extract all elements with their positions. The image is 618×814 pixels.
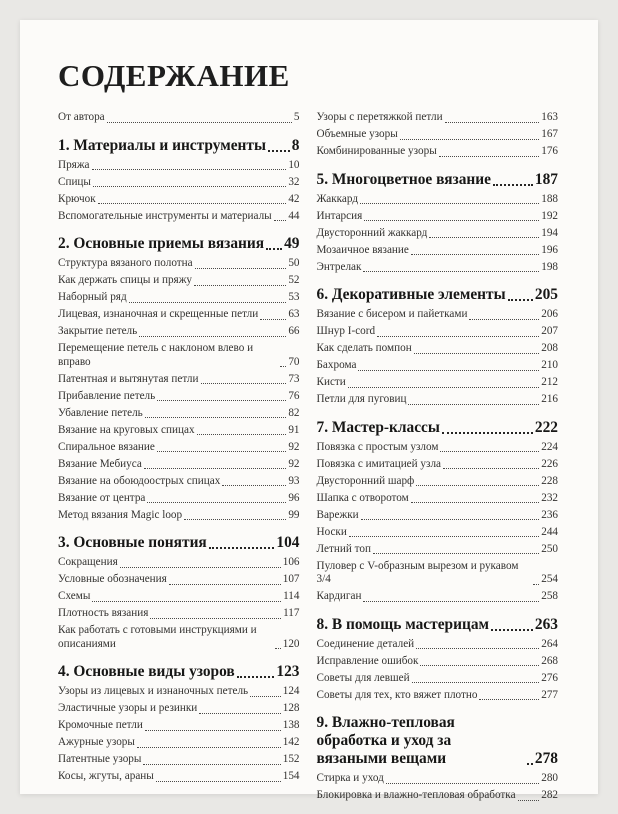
- toc-entry-page-number: 228: [541, 474, 558, 487]
- dotted-leader: [197, 434, 287, 435]
- toc-entry-page-number: 82: [288, 406, 300, 419]
- dotted-leader: [412, 682, 540, 683]
- toc-entry: [317, 244, 559, 258]
- toc-entry-title: 9. Влажно-тепловая обработка и уход за вязаными вещами: [316, 714, 455, 768]
- toc-entry-title: 6. Декоративные элементы: [316, 286, 506, 304]
- toc-entry-page-number: 138: [282, 719, 300, 732]
- toc-entry: [317, 325, 559, 339]
- toc-columns: [58, 111, 558, 806]
- toc-entry: [317, 111, 559, 125]
- toc-entry-title: Кисти: [316, 376, 346, 389]
- dotted-leader: [442, 432, 533, 434]
- toc-entry: [317, 655, 559, 669]
- page-title: СОДЕРЖАНИЕ: [58, 58, 290, 93]
- toc-entry-title: Спицы: [58, 175, 91, 188]
- toc-entry: [317, 672, 559, 686]
- dotted-leader: [260, 319, 286, 320]
- toc-entry-title: Энтрелак: [316, 260, 362, 273]
- toc-entry-title: Лицевая, изнаночная и скрещенные петли: [58, 308, 259, 321]
- toc-entry-page-number: 50: [288, 257, 300, 270]
- toc-entry-title: Варежки: [316, 508, 359, 521]
- dotted-leader: [157, 400, 286, 401]
- toc-entry-page-number: 104: [276, 534, 300, 552]
- toc-entry-page-number: 232: [541, 491, 558, 504]
- dotted-leader: [92, 601, 281, 602]
- toc-entry-title: 3. Основные понятия: [58, 534, 207, 552]
- dotted-leader: [98, 203, 287, 204]
- toc-entry-page-number: 163: [541, 111, 558, 123]
- toc-entry: [317, 509, 559, 523]
- toc-entry: [58, 373, 300, 387]
- toc-entry-page-number: 258: [541, 590, 558, 603]
- toc-entry-page-number: 106: [282, 556, 300, 569]
- toc-entry: [58, 590, 300, 604]
- dotted-leader: [400, 139, 539, 140]
- toc-entry-page-number: 91: [288, 423, 300, 436]
- dotted-leader: [491, 629, 533, 631]
- toc-entry-page-number: 244: [541, 525, 558, 538]
- toc-entry: [58, 492, 300, 506]
- toc-chapter-heading: [317, 616, 559, 634]
- dotted-leader: [145, 417, 287, 418]
- dotted-leader: [527, 763, 533, 765]
- toc-entry-title: Носки: [316, 525, 347, 538]
- dotted-leader: [157, 451, 286, 452]
- dotted-leader: [361, 519, 540, 520]
- toc-entry-title: 4. Основные виды узоров: [58, 663, 235, 681]
- dotted-leader: [156, 781, 281, 782]
- toc-entry-page-number: 142: [282, 736, 300, 749]
- toc-entry-page-number: 263: [534, 615, 558, 633]
- toc-entry-title: Спиральное вязание: [58, 440, 155, 453]
- toc-entry: [317, 689, 559, 703]
- toc-chapter-heading: [317, 171, 559, 189]
- dotted-leader: [416, 648, 539, 649]
- dotted-leader: [92, 169, 287, 170]
- dotted-leader: [349, 536, 539, 537]
- toc-entry-title: Советы для тех, кто вяжет плотно: [316, 688, 478, 701]
- toc-entry-title: Двусторонний жаккард: [316, 226, 428, 239]
- toc-entry-title: Шнур I-cord: [316, 325, 376, 338]
- toc-entry-title: Интарсия: [316, 209, 363, 222]
- toc-entry: [58, 607, 300, 621]
- dotted-leader: [420, 665, 539, 666]
- dotted-leader: [493, 184, 533, 186]
- toc-chapter-heading: [58, 534, 300, 552]
- toc-entry-title: От автора: [58, 111, 105, 123]
- toc-chapter-heading: [317, 714, 559, 768]
- toc-entry: [317, 475, 559, 489]
- dotted-leader: [508, 299, 533, 301]
- toc-column-right: [317, 111, 559, 806]
- toc-entry: [58, 407, 300, 421]
- dotted-leader: [377, 336, 539, 337]
- toc-entry-page-number: 196: [541, 243, 558, 256]
- toc-entry: [58, 702, 300, 716]
- toc-entry-title: 7. Мастер-классы: [316, 418, 440, 436]
- toc-entry: [317, 261, 559, 275]
- toc-entry-page-number: 114: [283, 590, 300, 603]
- dotted-leader: [209, 547, 275, 549]
- dotted-leader: [199, 713, 280, 714]
- toc-entry-title: Прибавление петель: [58, 389, 156, 402]
- toc-entry-title: Исправление ошибок: [316, 654, 419, 667]
- toc-entry-page-number: 212: [541, 376, 558, 389]
- toc-chapter-heading: [58, 663, 300, 681]
- dotted-leader: [194, 285, 286, 286]
- dotted-leader: [479, 699, 539, 700]
- toc-entry-title: Как держать спицы и пряжу: [58, 274, 193, 287]
- toc-entry-page-number: 66: [288, 325, 300, 338]
- toc-entry: [58, 458, 300, 472]
- toc-entry-page-number: 52: [288, 274, 300, 287]
- toc-entry: [58, 325, 300, 339]
- toc-entry: [317, 210, 559, 224]
- toc-entry: [58, 193, 300, 207]
- toc-entry-page-number: 92: [288, 457, 300, 470]
- dotted-leader: [386, 783, 539, 784]
- dotted-leader: [237, 676, 275, 678]
- toc-entry-page-number: 124: [282, 685, 300, 698]
- toc-entry-page-number: 63: [288, 308, 300, 321]
- toc-entry-page-number: 96: [288, 491, 300, 504]
- toc-entry-title: Бахрома: [316, 359, 357, 372]
- toc-chapter-heading: [317, 286, 559, 304]
- toc-entry-page-number: 154: [282, 770, 300, 783]
- toc-entry-title: Кардиган: [316, 590, 362, 603]
- toc-entry: [58, 770, 300, 784]
- toc-entry-page-number: 222: [534, 418, 558, 436]
- toc-entry: [58, 685, 300, 699]
- toc-entry-title: Советы для левшей: [316, 671, 410, 684]
- toc-entry: [317, 638, 559, 652]
- toc-entry: [317, 772, 559, 786]
- toc-entry-page-number: 224: [541, 440, 558, 453]
- toc-entry-title: Вязание на круговых спицах: [58, 423, 195, 436]
- toc-entry: [317, 193, 559, 207]
- dotted-leader: [469, 319, 539, 320]
- toc-entry-page-number: 5: [293, 111, 300, 123]
- dotted-leader: [139, 336, 286, 337]
- toc-entry-title: Вязание Мебиуса: [58, 457, 142, 470]
- toc-entry-page-number: 187: [534, 170, 558, 188]
- dotted-leader: [518, 800, 540, 801]
- toc-entry: [58, 624, 300, 651]
- dotted-leader: [143, 764, 280, 765]
- toc-entry-page-number: 192: [541, 209, 558, 222]
- book-page: [20, 20, 598, 802]
- toc-entry-page-number: 107: [282, 573, 300, 586]
- toc-entry-title: 2. Основные приемы вязания: [58, 235, 265, 253]
- toc-entry-title: Условные обозначения: [58, 573, 167, 586]
- toc-entry: [58, 159, 300, 173]
- dotted-leader: [129, 302, 287, 303]
- toc-entry-title: Закрытие петель: [58, 325, 138, 338]
- toc-entry: [317, 393, 559, 407]
- toc-entry: [317, 543, 559, 557]
- toc-entry-page-number: 99: [288, 508, 300, 521]
- toc-entry-title: 8. В помощь мастерицам: [316, 615, 489, 633]
- dotted-leader: [411, 254, 539, 255]
- toc-entry: [58, 291, 300, 305]
- dotted-leader: [533, 584, 539, 585]
- toc-entry: [58, 390, 300, 404]
- dotted-leader: [416, 485, 539, 486]
- toc-entry-page-number: 117: [283, 607, 300, 620]
- toc-entry: [58, 308, 300, 322]
- dotted-leader: [414, 353, 540, 354]
- toc-entry-title: Патентные узоры: [58, 753, 142, 766]
- toc-entry: [317, 376, 559, 390]
- toc-entry: [317, 441, 559, 455]
- toc-entry-page-number: 152: [282, 753, 300, 766]
- toc-entry: [58, 342, 300, 369]
- toc-entry-page-number: 205: [534, 286, 558, 304]
- toc-entry-title: Эластичные узоры и резинки: [58, 702, 198, 715]
- toc-entry: [58, 719, 300, 733]
- dotted-leader: [93, 186, 286, 187]
- toc-entry-title: Вспомогательные инструменты и материалы: [58, 209, 272, 222]
- toc-entry-page-number: 226: [541, 457, 558, 470]
- toc-entry-page-number: 208: [541, 342, 558, 355]
- dotted-leader: [137, 747, 281, 748]
- toc-entry: [58, 257, 300, 271]
- toc-entry-title: Убавление петель: [58, 406, 143, 419]
- toc-entry-title: Повязка с простым узлом: [316, 440, 439, 453]
- toc-entry-page-number: 76: [288, 389, 300, 402]
- toc-entry-page-number: 93: [288, 474, 300, 487]
- toc-entry-title: Крючок: [58, 192, 96, 205]
- toc-entry-title: Соединение деталей: [316, 637, 415, 650]
- toc-entry-title: Как сделать помпон: [316, 342, 412, 355]
- toc-entry: [58, 475, 300, 489]
- toc-entry-title: Мозаичное вязание: [316, 243, 409, 256]
- toc-entry-title: Повязка с имитацией узла: [316, 457, 441, 470]
- toc-entry-title: 1. Материалы и инструменты: [58, 136, 266, 154]
- dotted-leader: [408, 404, 539, 405]
- toc-entry-page-number: 32: [288, 175, 300, 188]
- dotted-leader: [145, 730, 281, 731]
- toc-entry: [58, 736, 300, 750]
- toc-entry-title: Жаккард: [316, 192, 359, 205]
- toc-entry-page-number: 128: [282, 702, 300, 715]
- dotted-leader: [268, 150, 290, 152]
- toc-entry-title: Объемные узоры: [316, 127, 398, 140]
- toc-entry: [58, 210, 300, 224]
- toc-entry: [317, 789, 559, 803]
- toc-entry-page-number: 167: [541, 127, 558, 140]
- dotted-leader: [364, 220, 539, 221]
- toc-entry-title: Структура вязаного полотна: [58, 257, 193, 270]
- toc-entry-title: Узоры из лицевых и изнаночных петель: [58, 685, 249, 698]
- toc-entry-title: Схемы: [58, 590, 91, 603]
- dotted-leader: [250, 696, 281, 697]
- dotted-leader: [360, 203, 539, 204]
- toc-chapter-heading: [58, 235, 300, 253]
- toc-entry-page-number: 268: [541, 654, 558, 667]
- toc-entry-page-number: 282: [541, 789, 558, 802]
- toc-entry-title: Метод вязания Magic loop: [58, 508, 183, 521]
- toc-entry: [58, 176, 300, 190]
- toc-entry-page-number: 123: [276, 663, 300, 681]
- toc-entry-page-number: 198: [541, 260, 558, 273]
- toc-entry: [58, 573, 300, 587]
- toc-chapter-heading: [317, 419, 559, 437]
- dotted-leader: [147, 502, 286, 503]
- toc-entry: [317, 560, 559, 587]
- toc-column-left: [58, 111, 300, 806]
- toc-entry: [317, 227, 559, 241]
- toc-entry-title: Вязание от центра: [58, 491, 146, 504]
- toc-entry-page-number: 254: [541, 573, 558, 586]
- toc-entry-page-number: 280: [541, 772, 558, 785]
- toc-entry-page-number: 236: [541, 508, 558, 521]
- dotted-leader: [169, 584, 281, 585]
- toc-entry-page-number: 49: [284, 235, 300, 253]
- toc-entry: [317, 342, 559, 356]
- toc-entry: [58, 441, 300, 455]
- dotted-leader: [373, 553, 539, 554]
- toc-entry-page-number: 70: [288, 355, 300, 368]
- toc-entry-title: Узоры с перетяжкой петли: [316, 111, 443, 123]
- toc-entry: [58, 556, 300, 570]
- toc-entry: [58, 424, 300, 438]
- dotted-leader: [184, 519, 286, 520]
- dotted-leader: [195, 268, 287, 269]
- toc-entry: [317, 145, 559, 159]
- toc-entry-title: Летний топ: [316, 542, 371, 555]
- dotted-leader: [358, 370, 539, 371]
- toc-entry-page-number: 210: [541, 359, 558, 372]
- dotted-leader: [120, 567, 281, 568]
- toc-entry: [58, 509, 300, 523]
- toc-entry-page-number: 8: [291, 136, 300, 154]
- toc-entry-title: Блокировка и влажно-тепловая обработка: [316, 789, 516, 802]
- toc-entry: [317, 128, 559, 142]
- toc-entry: [317, 492, 559, 506]
- dotted-leader: [107, 122, 292, 123]
- toc-entry-page-number: 188: [541, 192, 558, 205]
- toc-entry-page-number: 277: [541, 688, 558, 701]
- dotted-leader: [363, 271, 539, 272]
- toc-entry-page-number: 73: [288, 372, 300, 385]
- toc-entry-title: Сокращения: [58, 556, 118, 569]
- toc-entry: [317, 458, 559, 472]
- toc-entry: [58, 753, 300, 767]
- dotted-leader: [411, 502, 539, 503]
- dotted-leader: [150, 618, 281, 619]
- toc-chapter-heading: [58, 137, 300, 155]
- toc-entry-title: Двусторонний шарф: [316, 474, 415, 487]
- toc-entry: [317, 590, 559, 604]
- toc-entry-page-number: 276: [541, 671, 558, 684]
- toc-entry-title: Вязание с бисером и пайетками: [316, 308, 468, 321]
- toc-entry-title: Перемещение петель с наклоном влево и вправо: [58, 342, 254, 368]
- toc-entry-page-number: 194: [541, 226, 558, 239]
- dotted-leader: [445, 122, 540, 123]
- toc-entry-title: Петли для пуговиц: [316, 393, 407, 406]
- dotted-leader: [266, 248, 282, 250]
- toc-entry: [58, 274, 300, 288]
- toc-entry-title: Шапка с отворотом: [316, 491, 409, 504]
- dotted-leader: [201, 383, 287, 384]
- dotted-leader: [429, 237, 539, 238]
- toc-entry-page-number: 250: [541, 542, 558, 555]
- toc-entry-page-number: 92: [288, 440, 300, 453]
- toc-entry-title: Пряжа: [58, 158, 90, 171]
- toc-entry-title: Патентная и вытянутая петли: [58, 372, 199, 385]
- toc-entry-page-number: 206: [541, 308, 558, 321]
- toc-entry: [317, 359, 559, 373]
- toc-entry: [58, 111, 300, 125]
- toc-entry-page-number: 216: [541, 393, 558, 406]
- toc-entry-page-number: 120: [282, 637, 300, 650]
- toc-entry-title: Ажурные узоры: [58, 736, 135, 749]
- toc-entry-title: 5. Многоцветное вязание: [316, 170, 491, 188]
- toc-entry-title: Кромочные петли: [58, 719, 143, 732]
- dotted-leader: [443, 468, 539, 469]
- dotted-leader: [275, 648, 281, 649]
- toc-entry-title: Пуловер с V-образным вырезом и рукавом 3/4: [316, 559, 519, 586]
- toc-entry-page-number: 53: [288, 291, 300, 304]
- toc-entry-title: Наборный ряд: [58, 291, 127, 304]
- toc-entry-title: Комбинированные узоры: [316, 144, 437, 157]
- toc-entry-page-number: 207: [541, 325, 558, 338]
- toc-entry-page-number: 176: [541, 144, 558, 157]
- toc-entry: [317, 308, 559, 322]
- toc-entry-page-number: 44: [288, 209, 300, 222]
- toc-entry-page-number: 264: [541, 637, 558, 650]
- dotted-leader: [439, 156, 540, 157]
- toc-entry-page-number: 42: [288, 192, 300, 205]
- toc-entry-title: Стирка и уход: [316, 772, 384, 785]
- dotted-leader: [363, 601, 539, 602]
- dotted-leader: [280, 366, 286, 367]
- toc-entry-title: Косы, жгуты, араны: [58, 770, 154, 783]
- dotted-leader: [348, 387, 539, 388]
- toc-entry-page-number: 278: [534, 750, 558, 768]
- dotted-leader: [440, 451, 539, 452]
- toc-entry-title: Вязание на обоюдоострых спицах: [58, 474, 221, 487]
- dotted-leader: [274, 220, 287, 221]
- dotted-leader: [222, 485, 286, 486]
- toc-entry-page-number: 10: [288, 158, 300, 171]
- toc-entry-title: Плотность вязания: [58, 607, 149, 620]
- toc-entry-title: Как работать с готовыми инструкциями и описаниями: [58, 624, 257, 650]
- dotted-leader: [144, 468, 286, 469]
- toc-entry: [317, 526, 559, 540]
